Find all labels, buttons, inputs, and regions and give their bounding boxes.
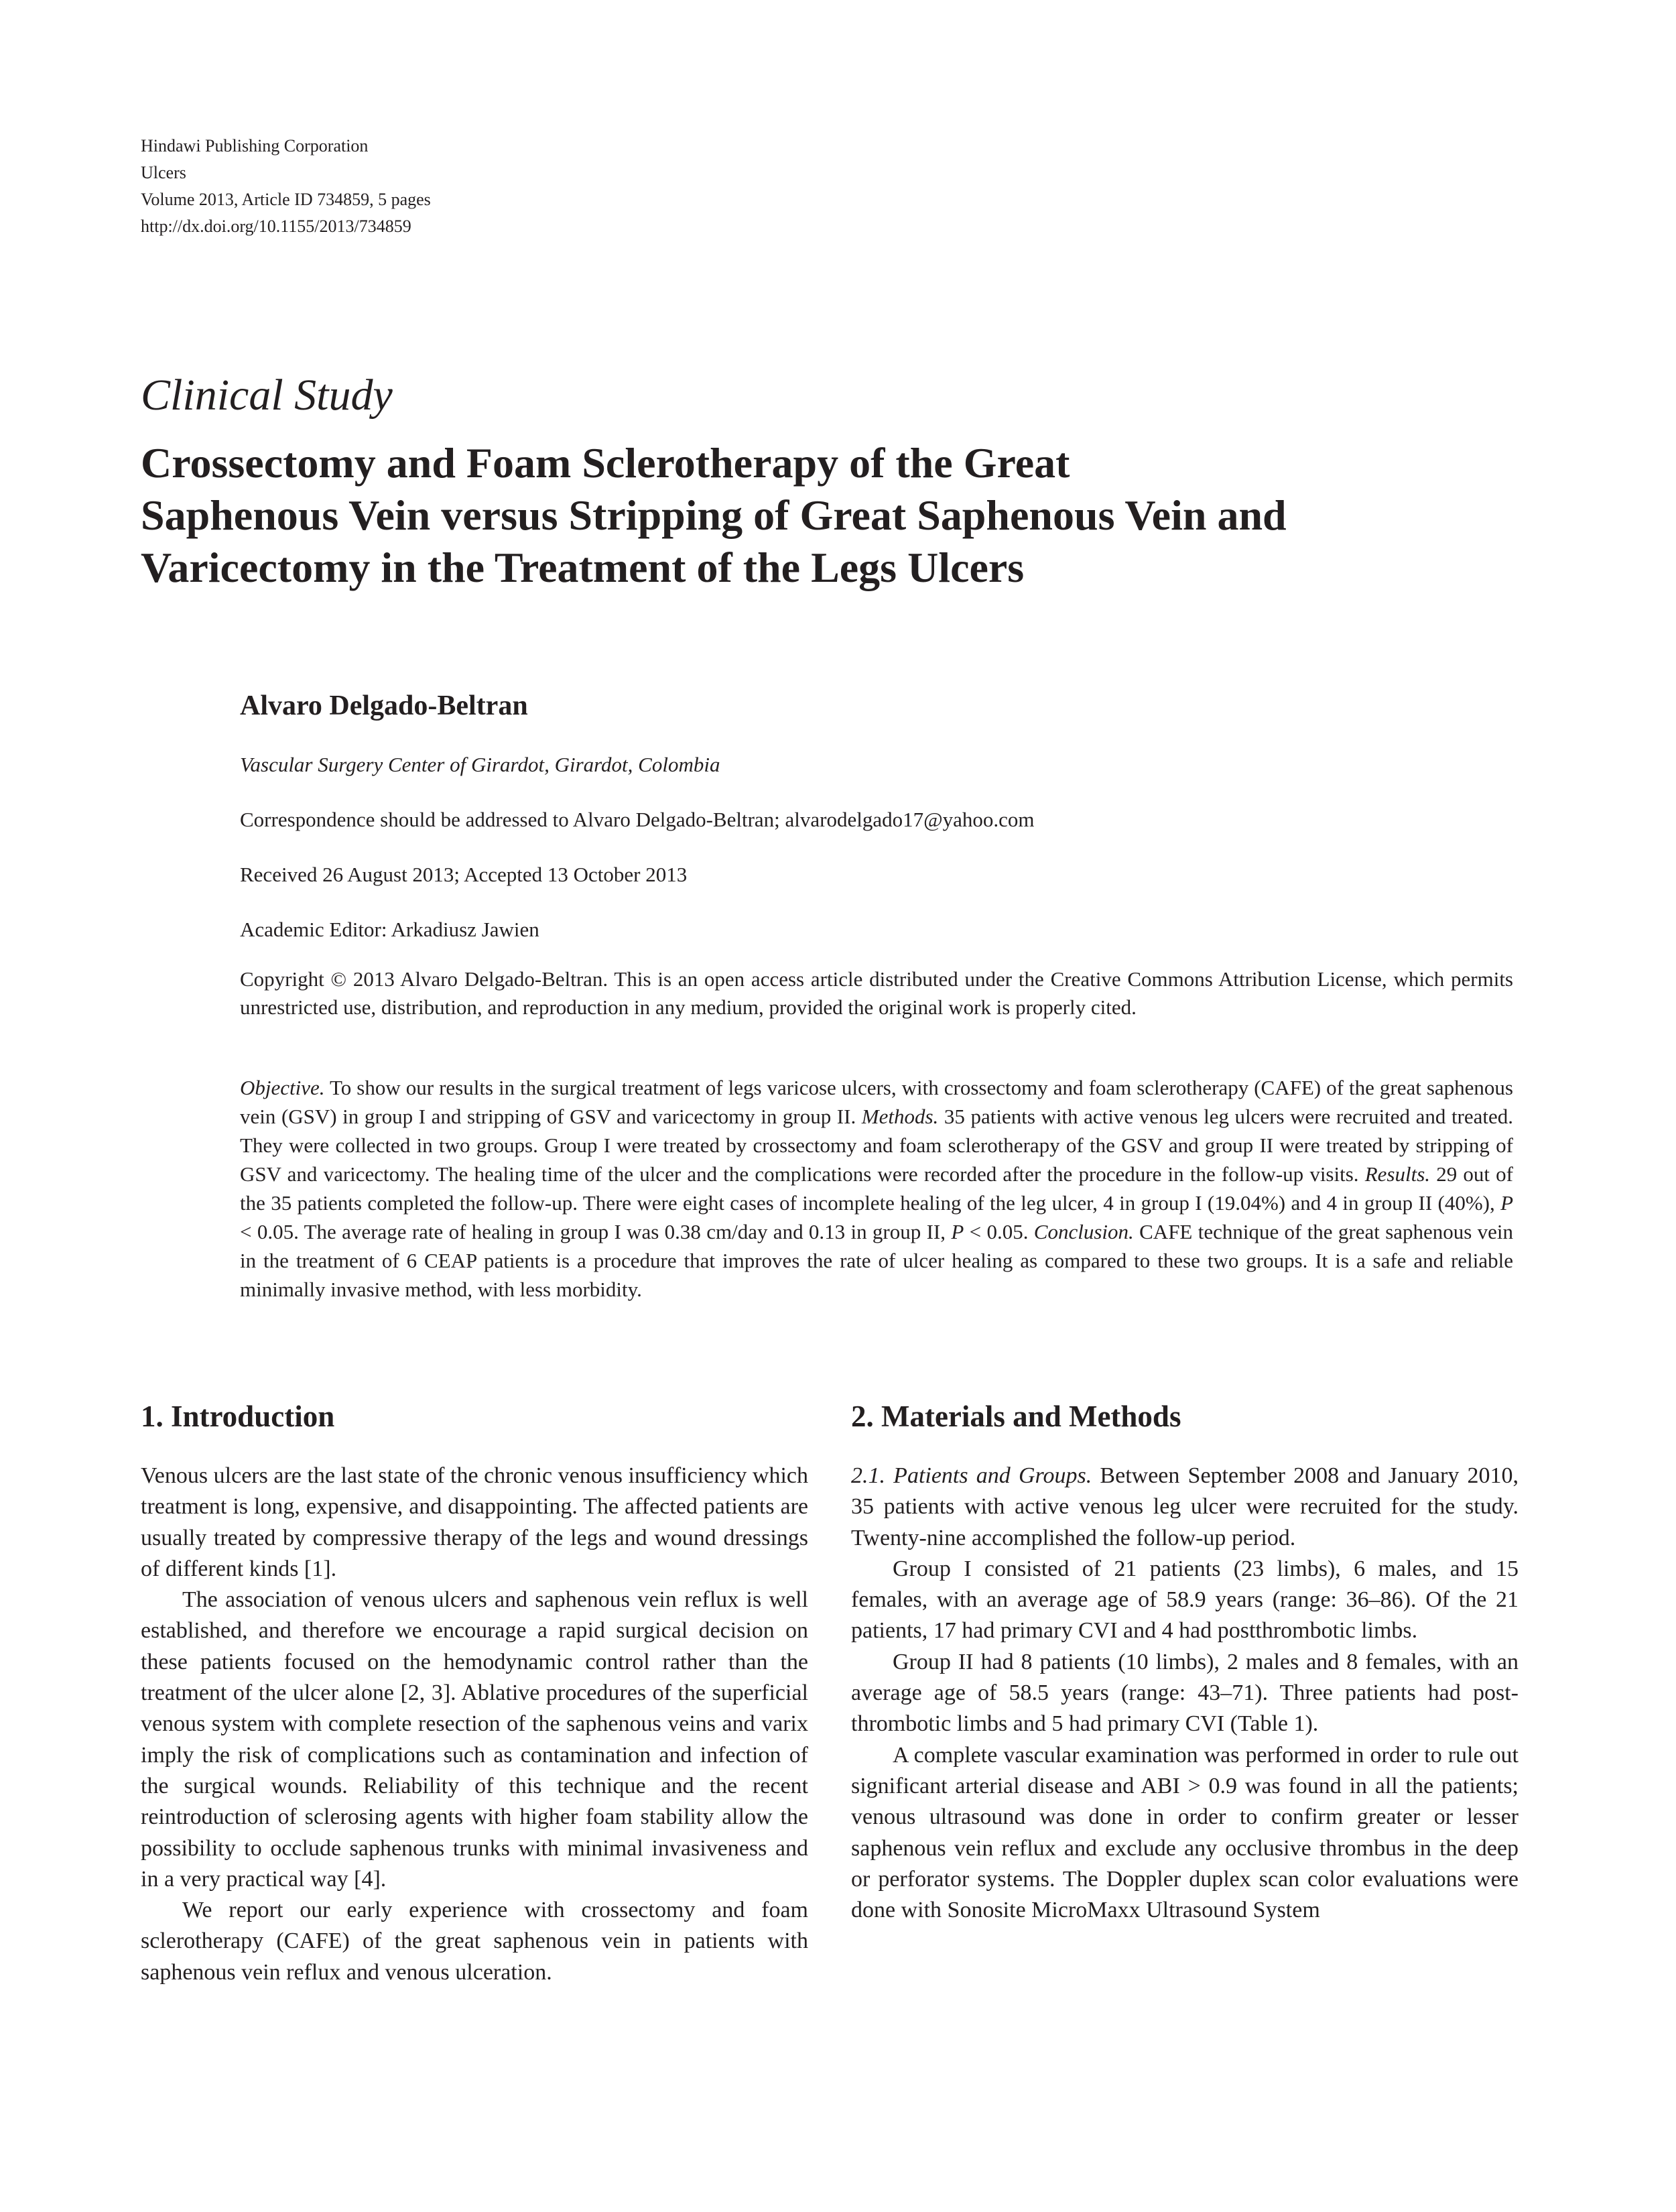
abstract-results: < 0.05. <box>969 1220 1029 1243</box>
abstract-results: 29 out of the 35 patients completed the follow-up. There were eight cases of incomplete healing of the leg ulcer, 4 in group I (19.04%) and 4 in group II (40%), <box>240 1162 1514 1215</box>
copyright-notice: Copyright © 2013 Alvaro Delgado-Beltran. This is an open access article distributed under the Creative Commons Attribution License, which permits unrestricted use, distribution, and reproduction in any medium, provided the original work is properly cited. <box>240 967 1513 1019</box>
journal-name: Ulcers <box>141 163 186 182</box>
study-type: Clinical Study <box>141 371 393 420</box>
subsection-label: 2.1. Patients and Groups. <box>851 1463 1092 1488</box>
abstract-conclusion-label: Conclusion. <box>1033 1220 1134 1243</box>
title-line: Varicectomy in the Treatment of the Legs Ulcers <box>141 544 1025 591</box>
doi-link[interactable]: http://dx.doi.org/10.1155/2013/734859 <box>141 217 411 236</box>
body-paragraph: Venous ulcers are the last state of the chronic venous insufficiency which treatment is long, expensive, and disappointing. The affected patients are usually treated by compressive therapy of the legs and wound dressings of different kinds [1]. <box>141 1463 808 1581</box>
volume-info: Volume 2013, Article ID 734859, 5 pages <box>141 190 431 209</box>
academic-editor: Academic Editor: Arkadiusz Jawien <box>240 918 539 941</box>
publisher-name: Hindawi Publishing Corporation <box>141 136 369 156</box>
left-column <box>141 1398 808 1988</box>
p-value-symbol: P <box>1500 1191 1513 1215</box>
section-heading: 2. Materials and Methods <box>851 1400 1181 1433</box>
abstract-methods-label: Methods. <box>861 1105 939 1128</box>
abstract <box>240 1073 1513 1304</box>
article-title <box>141 437 1548 594</box>
body-paragraph: Group II had 8 patients (10 limbs), 2 males and 8 females, with an average age of 58.5 years (range: 43–71). Three patients had post-thrombotic limbs and 5 had primary CVI (Table 1). <box>851 1649 1519 1737</box>
journal-header <box>141 133 431 240</box>
right-column <box>851 1398 1519 1926</box>
body-paragraph <box>851 1461 1519 1554</box>
section-heading: 1. Introduction <box>141 1400 335 1433</box>
subsection-text: Between September 2008 and January 2010, 35 patients with active venous leg ulcer were recruited for the study. Twenty-nine accomplished the follow-up period. <box>851 1463 1519 1550</box>
body-paragraph: The association of venous ulcers and saphenous vein reflux is well established, and therefore we encourage a rapid surgical decision on these patients focused on the hemodynamic control rather than the treatment of the ulcer alone [2, 3]. Ablative procedures of the superficial venous system with complete resection of the saphenous veins and varix imply the risk of complications such as contamination and infection of the surgical wounds. Reliability of this technique and the recent reintroduction of sclerosing agents with higher foam stability allow the possibility to occlude saphenous trunks with minimal invasiveness and in a very practical way [4]. <box>141 1587 808 1892</box>
affiliation: Vascular Surgery Center of Girardot, Girardot, Colombia <box>240 753 720 776</box>
p-value-symbol: P <box>951 1220 964 1243</box>
abstract-objective-label: Objective. <box>240 1076 325 1099</box>
abstract-conclusion: CAFE technique of the great saphenous vein in the treatment of 6 CEAP patients is a procedure that improves the rate of ulcer healing as compared to these two groups. It is a safe and reliable minimally invasive method, with less morbidity. <box>240 1220 1514 1301</box>
title-line: Saphenous Vein versus Stripping of Great Saphenous Vein and <box>141 491 1287 539</box>
correspondence: Correspondence should be addressed to Alvaro Delgado-Beltran; alvarodelgado17@yahoo.com <box>240 808 1035 831</box>
body-paragraph: Group I consisted of 21 patients (23 limbs), 6 males, and 15 females, with an average age of 58.9 years (range: 36–86). Of the 21 patients, 17 had primary CVI and 4 had postthrombotic limbs. <box>851 1556 1519 1644</box>
body-paragraph: We report our early experience with crossectomy and foam sclerotherapy (CAFE) of the great saphenous vein in patients with saphenous vein reflux and venous ulceration. <box>141 1898 808 1985</box>
abstract-results-label: Results. <box>1364 1162 1431 1186</box>
title-line: Crossectomy and Foam Sclerotherapy of the Great <box>141 439 1070 487</box>
body-paragraph: A complete vascular examination was performed in order to rule out significant arterial disease and ABI > 0.9 was found in all the patients; venous ultrasound was done in order to confirm greater or lesser saphenous vein reflux and exclude any occlusive thrombus in the deep or perforator systems. The Doppler duplex scan color evaluations were done with Sonosite MicroMaxx Ultrasound System <box>851 1742 1519 1923</box>
abstract-results: < 0.05. The average rate of healing in group I was 0.38 cm/day and 0.13 in group II, <box>240 1220 946 1243</box>
received-dates: Received 26 August 2013; Accepted 13 October 2013 <box>240 863 688 886</box>
abstract-methods: 35 patients with active venous leg ulcers were recruited and treated. They were collected in two groups. Group I were treated by crossectomy and foam sclerotherapy of the GSV and group II were treated by stripping of GSV and varicectomy. The healing time of the ulcer and the complications were recorded after the procedure in the follow-up visits. <box>240 1105 1514 1186</box>
author-name: Alvaro Delgado-Beltran <box>240 690 528 721</box>
abstract-objective: To show our results in the surgical treatment of legs varicose ulcers, with crossectomy and foam sclerotherapy (CAFE) of the great saphenous vein (GSV) in group I and stripping of GSV and varicectomy in group II. <box>240 1076 1513 1128</box>
